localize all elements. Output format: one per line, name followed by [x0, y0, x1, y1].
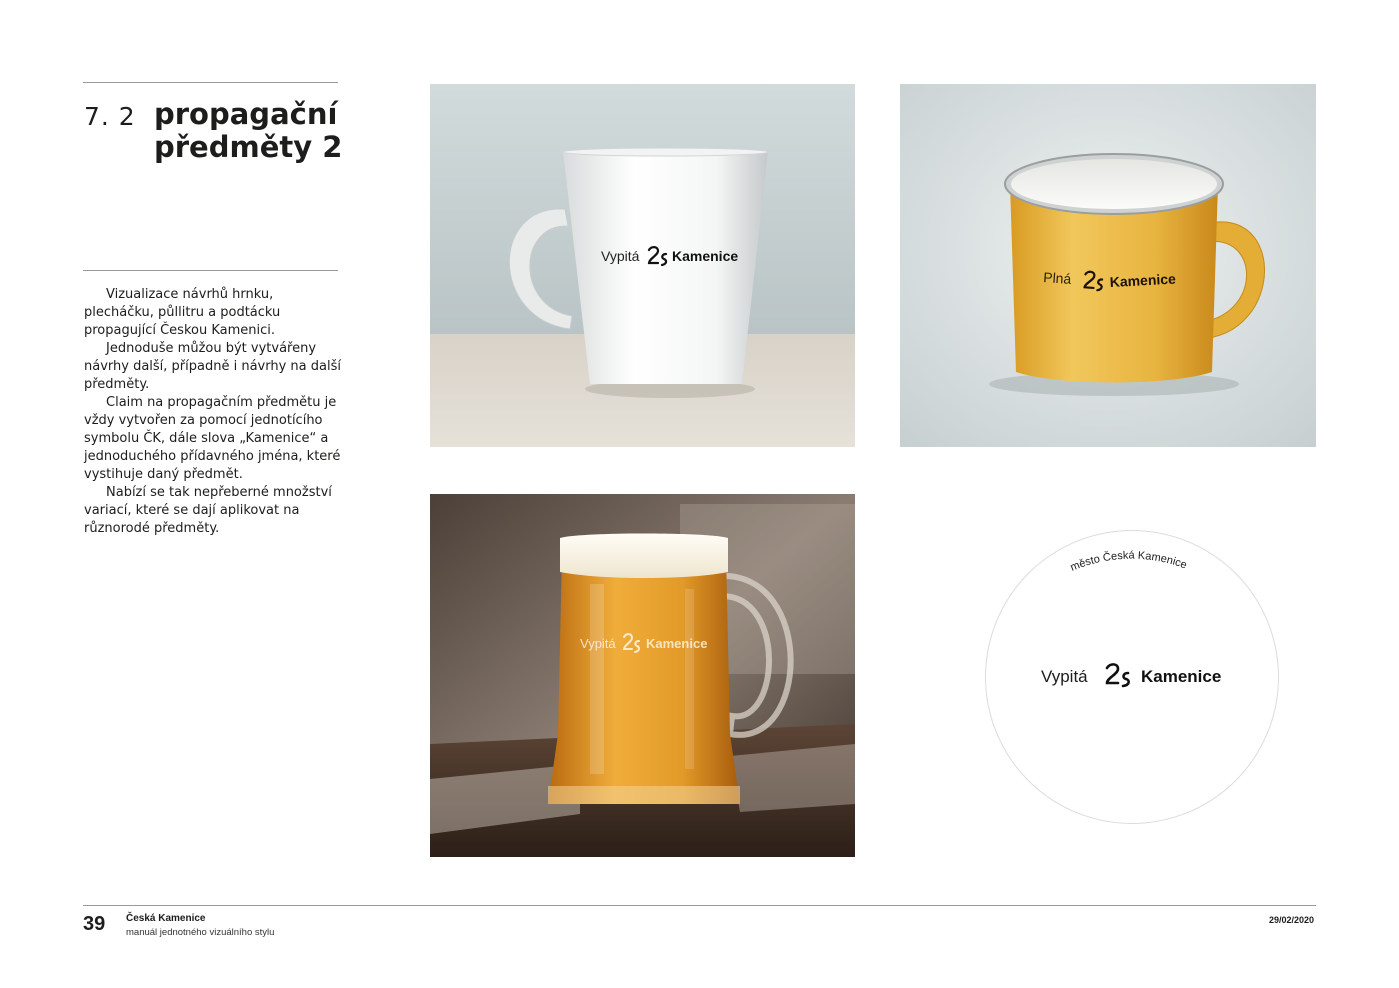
body-paragraph: Vizualizace návrhů hrnku, plecháčku, půllitru a podtácku propagující Českou Kamenici. — [84, 287, 281, 338]
body-text — [84, 286, 342, 538]
white-mug-name: Kamenice — [672, 248, 739, 264]
footer-date: 29/02/2020 — [1268, 915, 1314, 925]
body-paragraph: Nabízí se tak nepřeberné množství variací, které se dají aplikovat na různorodé předměty. — [84, 485, 332, 536]
beer-glass-photo — [430, 494, 855, 857]
body-rule-top — [83, 270, 338, 271]
section-number: 7. 2 — [84, 102, 136, 131]
section-title — [154, 98, 354, 164]
enamel-mug-name: Kamenice — [1109, 270, 1177, 290]
white-mug-photo — [430, 84, 855, 447]
body-paragraph: Jednoduše můžou být vytvářeny návrhy další, případně i návrhy na další předměty. — [84, 341, 341, 392]
coaster-mockup — [985, 530, 1279, 824]
footer-rule — [83, 905, 1316, 906]
section-title-line2: předměty 2 — [154, 130, 343, 164]
title-rule-top — [83, 82, 338, 83]
body-paragraph: Claim na propagačním předmětu je vždy vytvořen za pomocí jednotícího symbolu ČK, dále slova „Kamenice“ a jednoduchého přídavného jména, které vystihuje daný předmět. — [84, 395, 341, 482]
ck-symbol-icon — [1107, 664, 1129, 686]
footer-title: Česká Kamenice — [126, 913, 206, 924]
coaster-name: Kamenice — [1141, 667, 1222, 686]
section-title-line1: propagační — [154, 97, 338, 131]
page-number: 39 — [83, 913, 106, 935]
white-mug-adjective: Vypitá — [601, 248, 640, 264]
enamel-mug-photo — [900, 84, 1316, 447]
coaster-arc-label: město Česká Kamenice — [1068, 549, 1189, 574]
beer-glass-adjective: Vypitá — [580, 636, 616, 651]
beer-glass-name: Kamenice — [646, 636, 708, 651]
coaster-adjective: Vypitá — [1041, 667, 1088, 686]
coaster-arc-text — [1069, 550, 1189, 574]
enamel-mug-adjective: Plná — [1042, 269, 1072, 287]
footer-subtitle: manuál jednotného vizuálního stylu — [126, 927, 275, 938]
